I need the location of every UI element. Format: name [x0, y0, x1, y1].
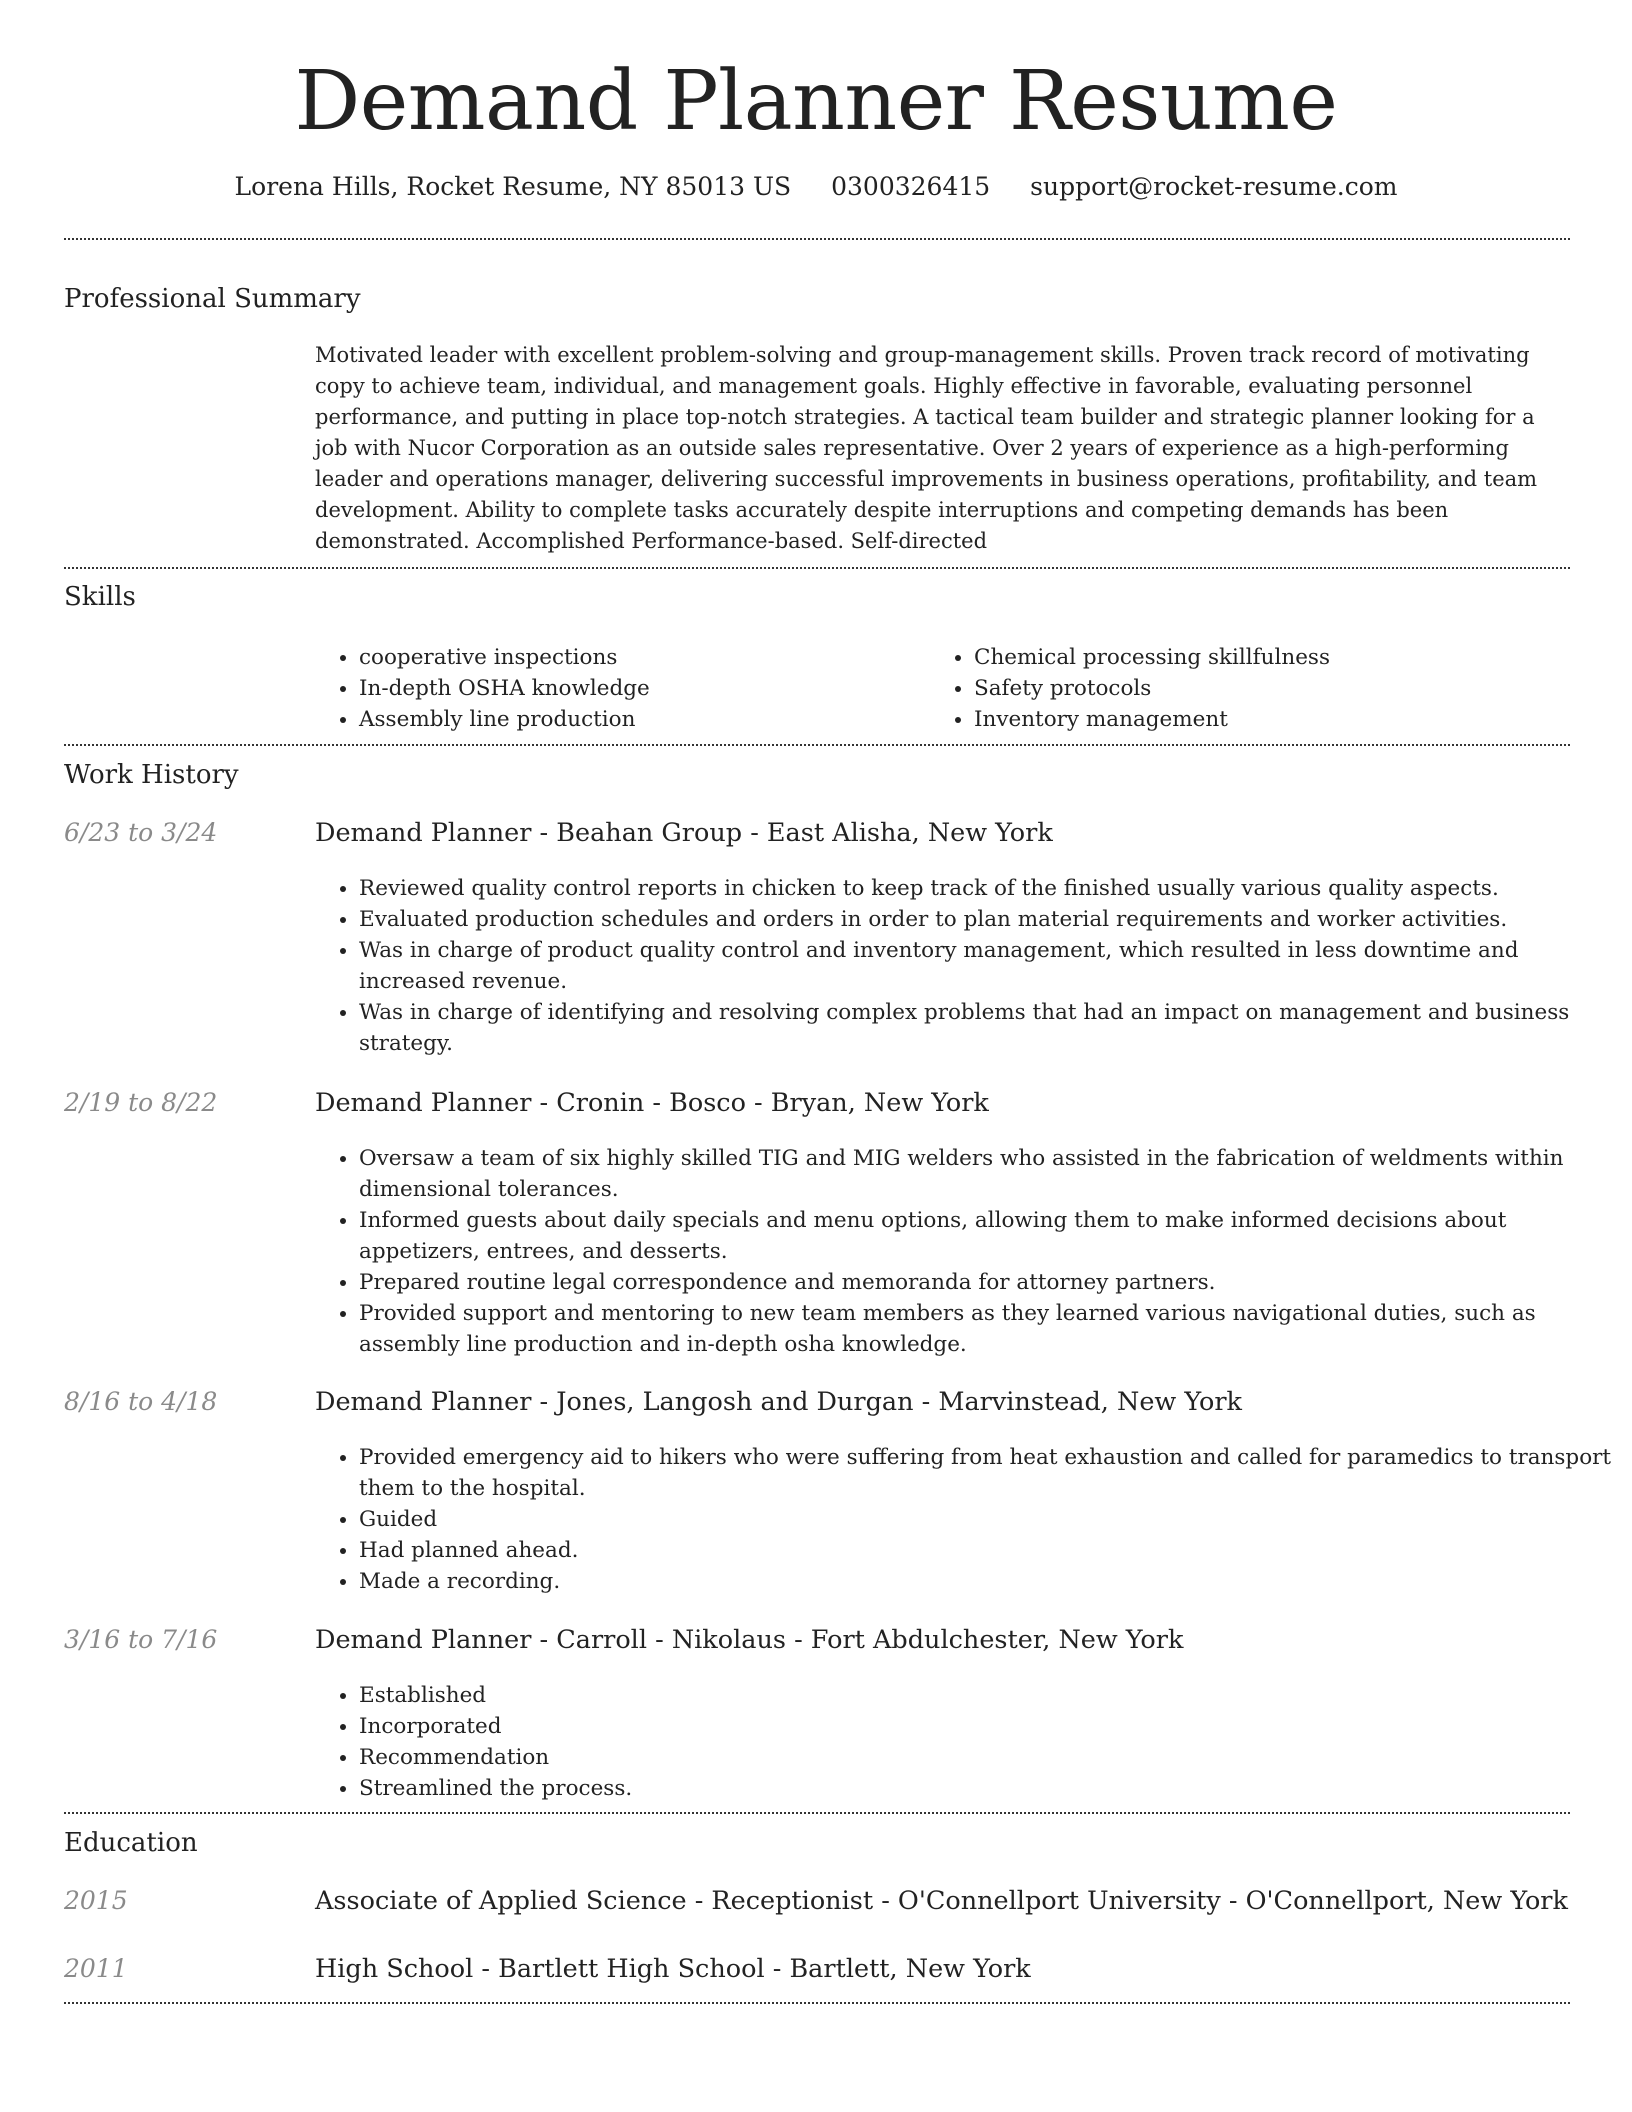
job-bullet: • Provided support and mentoring to new team members as they learned various navigational duties, such as assembly line production and in-depth osha knowledge.: [359, 1298, 1617, 1360]
section-divider: [64, 1812, 1570, 1814]
job-dates: 6/23 to 3/24: [64, 818, 218, 847]
education-year: 2015: [64, 1886, 128, 1915]
job-title: Demand Planner - Beahan Group - East Alisha, New York: [315, 818, 1053, 848]
education-title: High School - Bartlett High School - Bartlett, New York: [315, 1954, 1031, 1984]
job-bullet: • Oversaw a team of six highly skilled TIG and MIG welders who assisted in the fabrication of weldments within dimensional tolerances.: [359, 1143, 1617, 1205]
job-dates: 8/16 to 4/18: [64, 1387, 218, 1416]
skill-item: • Chemical processing skillfulness: [974, 642, 1330, 673]
contact-phone: 0300326415: [831, 172, 991, 201]
skill-item: • Assembly line production: [359, 704, 650, 735]
job-title: Demand Planner - Cronin - Bosco - Bryan, New York: [315, 1088, 989, 1118]
job-bullet: • Provided emergency aid to hikers who were suffering from heat exhaustion and called for paramedics to transport them to the hospital.: [359, 1442, 1617, 1504]
job-bullets: [315, 1680, 1617, 1804]
job-bullets: [315, 1143, 1617, 1360]
summary-heading: Professional Summary: [64, 284, 361, 314]
job-dates: 2/19 to 8/22: [64, 1088, 218, 1117]
job-bullet: • Recommendation: [359, 1742, 1617, 1773]
job-title: Demand Planner - Jones, Langosh and Durgan - Marvinstead, New York: [315, 1387, 1242, 1417]
resume-title: Demand Planner Resume: [294, 54, 1338, 149]
skill-item: • cooperative inspections: [359, 642, 650, 673]
section-divider: [64, 238, 1570, 240]
job-bullet: • Was in charge of identifying and resolving complex problems that had an impact on management and business strategy.: [359, 997, 1617, 1059]
job-bullet: • Incorporated: [359, 1711, 1617, 1742]
job-bullet: • Had planned ahead.: [359, 1535, 1617, 1566]
skills-list-left: [315, 642, 650, 735]
education-heading: Education: [64, 1828, 198, 1858]
contact-line: [0, 170, 1632, 204]
skill-item: • Safety protocols: [974, 673, 1330, 704]
education-title: Associate of Applied Science - Receptionist - O'Connellport University - O'Connellport, New York: [315, 1886, 1568, 1916]
skills-heading: Skills: [64, 582, 136, 612]
work-heading: Work History: [64, 760, 239, 790]
summary-text: Motivated leader with excellent problem-solving and group-management skills. Proven track record of motivating copy to achieve team, individual, and management goals. Highly effective in favorable, evaluating personnel performance, and putting in place top-notch strategies. A tactical team builder and strategic planner looking for a job with Nucor Corporation as an outside sales representative. Over 2 years of experience as a high-performing leader and operations manager, delivering successful improvements in business operations, profitability, and team development. Ability to complete tasks accurately despite interruptions and competing demands has been demonstrated. Accomplished Performance-based. Self-directed: [315, 343, 1538, 553]
job-bullets: [315, 1442, 1617, 1597]
skill-item: • Inventory management: [974, 704, 1330, 735]
job-bullets: [315, 873, 1617, 1059]
job-bullet: • Prepared routine legal correspondence and memoranda for attorney partners.: [359, 1267, 1617, 1298]
job-bullet: • Informed guests about daily specials and menu options, allowing them to make informed decisions about appetizers, entrees, and desserts.: [359, 1205, 1617, 1267]
education-year: 2011: [64, 1954, 128, 1983]
job-bullet: • Established: [359, 1680, 1617, 1711]
section-divider: [64, 567, 1570, 569]
contact-email[interactable]: support@rocket-resume.com: [1030, 172, 1398, 201]
skill-item: • In-depth OSHA knowledge: [359, 673, 650, 704]
job-title: Demand Planner - Carroll - Nikolaus - Fort Abdulchester, New York: [315, 1625, 1184, 1655]
job-bullet: • Reviewed quality control reports in chicken to keep track of the finished usually various quality aspects.: [359, 873, 1617, 904]
section-divider: [64, 744, 1570, 746]
contact-address: Lorena Hills, Rocket Resume, NY 85013 US: [234, 172, 792, 201]
job-bullet: • Was in charge of product quality control and inventory management, which resulted in less downtime and increased revenue.: [359, 935, 1617, 997]
skills-list-right: [930, 642, 1330, 735]
job-dates: 3/16 to 7/16: [64, 1625, 218, 1654]
job-bullet: • Made a recording.: [359, 1566, 1617, 1597]
job-bullet: • Guided: [359, 1504, 1617, 1535]
job-bullet: • Evaluated production schedules and orders in order to plan material requirements and worker activities.: [359, 904, 1617, 935]
job-bullet: • Streamlined the process.: [359, 1773, 1617, 1804]
section-divider: [64, 2002, 1570, 2004]
